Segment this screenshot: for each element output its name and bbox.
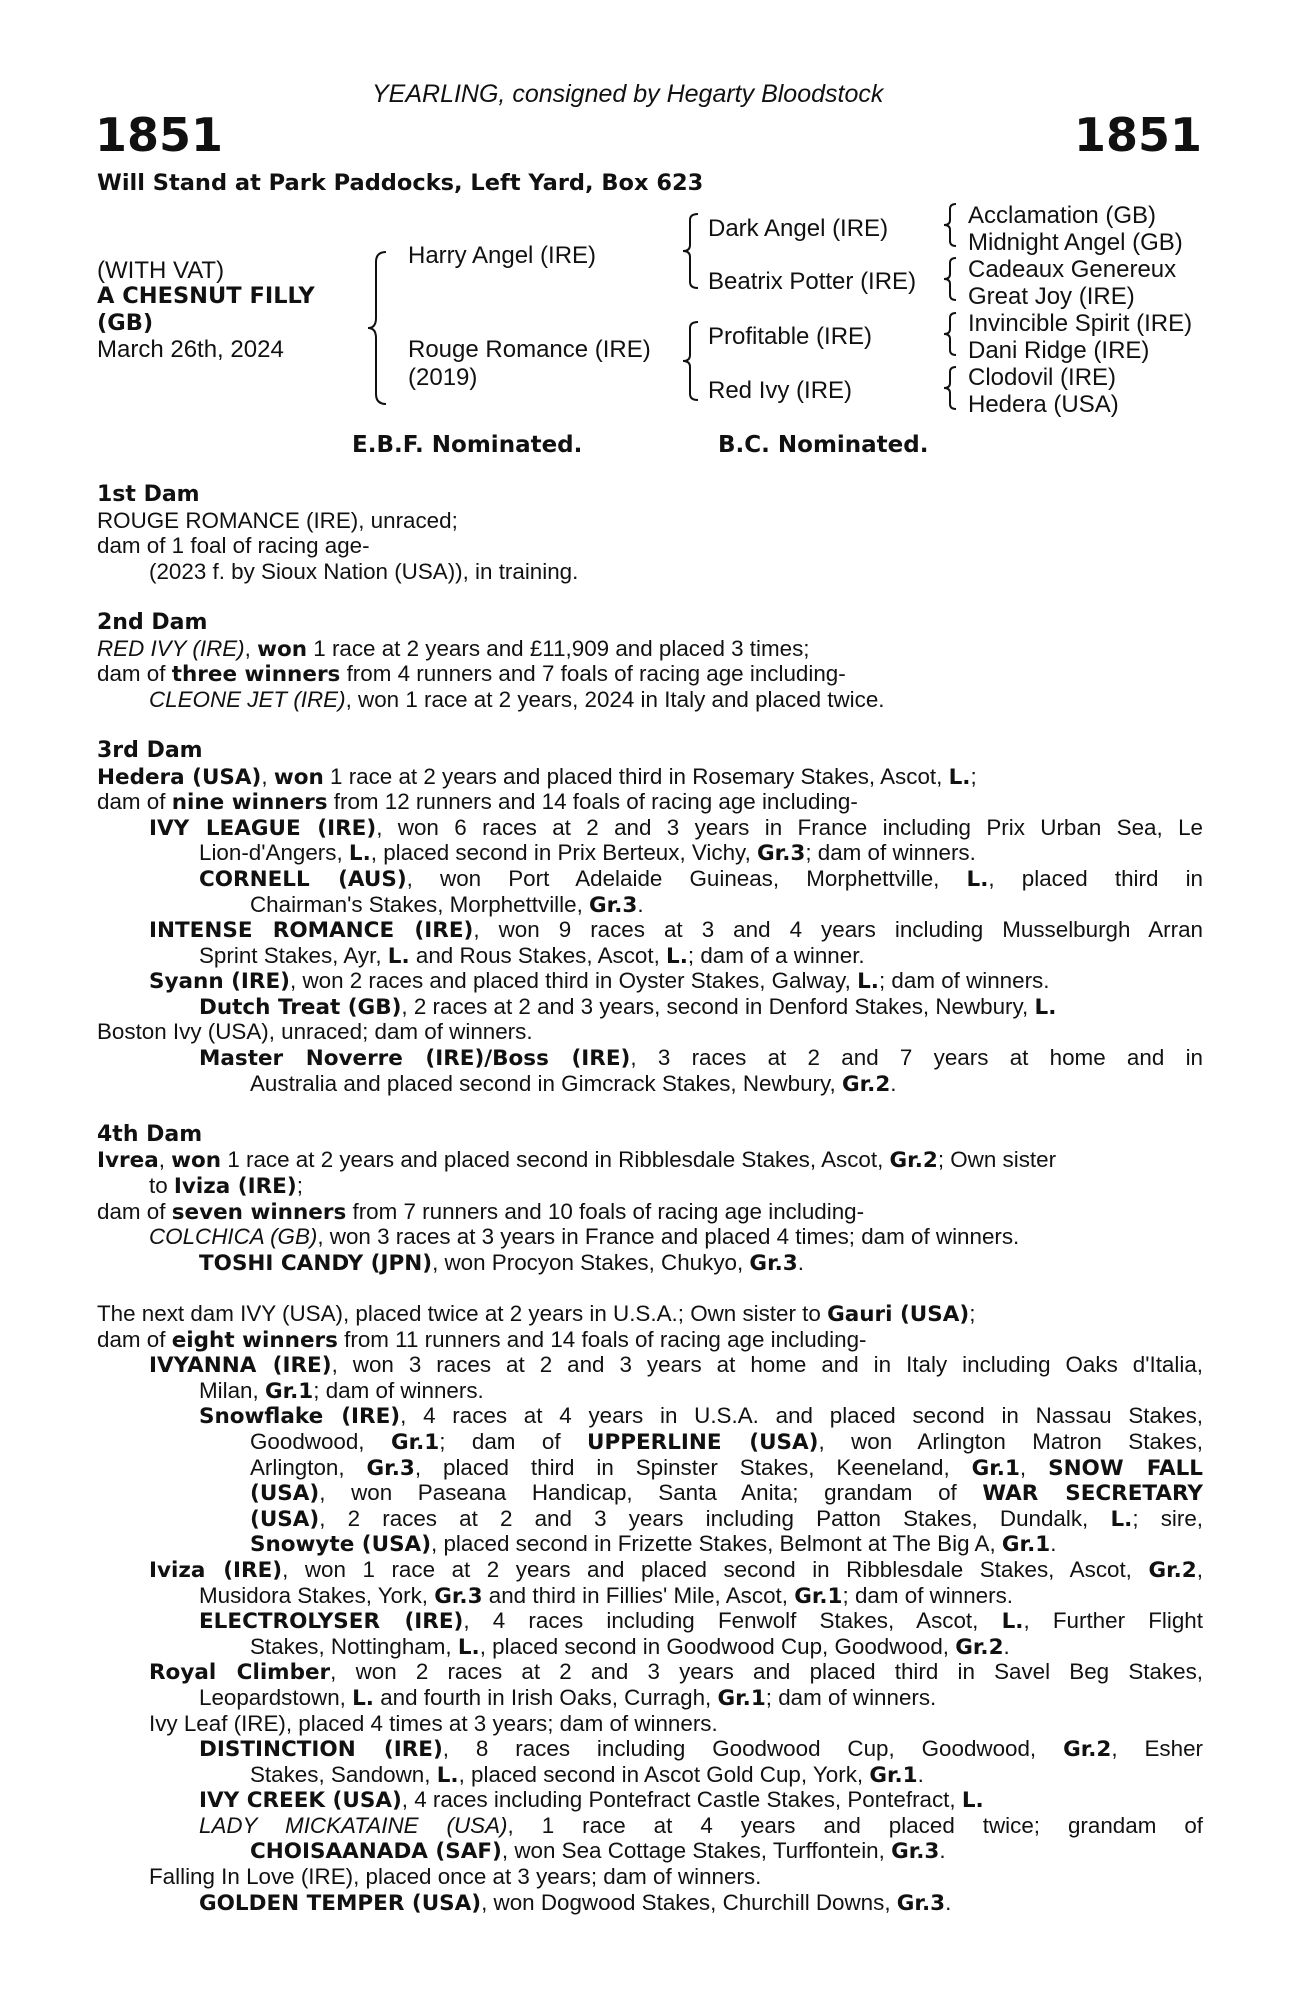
next-dam-produce: Stakes, Nottingham, L., placed second in Goodwood Cup, Goodwood, Gr.2.	[250, 1633, 1010, 1660]
fourth-dam-line: Ivrea, won 1 race at 2 years and placed second in Ribblesdale Stakes, Ascot, Gr.2; Own sister	[97, 1147, 1057, 1174]
sire-line-brace	[680, 212, 702, 290]
next-dam-produce: GOLDEN TEMPER (USA), won Dogwood Stakes, Churchill Downs, Gr.3.	[199, 1889, 952, 1916]
ancestor-7: Clodovil (IRE)	[968, 364, 1117, 391]
fourth-dam-produce: TOSHI CANDY (JPN), won Procyon Stakes, Chukyo, Gr.3.	[199, 1249, 804, 1276]
first-dam-line: ROUGE ROMANCE (IRE), unraced;	[97, 507, 458, 533]
second-dam-line: dam of three winners from 4 runners and 7 foals of racing age including-	[97, 661, 846, 688]
sire-name: Harry Angel (IRE)	[408, 242, 597, 269]
ancestor-3: Cadeaux Genereux	[968, 256, 1177, 283]
g-brace-4	[940, 365, 960, 411]
third-dam-produce: Sprint Stakes, Ayr, L. and Rous Stakes, Ascot, L.; dam of a winner.	[199, 942, 865, 969]
g-brace-2	[940, 256, 960, 302]
next-dam-produce: IVYANNA (IRE), won 3 races at 2 and 3 years at home and in Italy including Oaks d'Italia,	[149, 1352, 1204, 1379]
next-dam-produce: ELECTROLYSER (IRE), 4 races including Fenwolf Stakes, Ascot, L., Further Flight	[199, 1608, 1203, 1635]
g-brace-1	[940, 202, 960, 248]
ancestor-6: Dani Ridge (IRE)	[968, 337, 1150, 364]
third-dam-produce: IVY LEAGUE (IRE), won 6 races at 2 and 3 years in France including Prix Urban Sea, Le	[149, 814, 1203, 841]
lot-number-right: 1851	[1073, 108, 1202, 162]
first-dam-heading: 1st Dam	[97, 482, 200, 507]
next-dam-produce: Snowyte (USA), placed second in Frizette Stakes, Belmont at The Big A, Gr.1.	[250, 1531, 1057, 1558]
next-dam-produce: Musidora Stakes, York, Gr.3 and third in Fillies' Mile, Ascot, Gr.1; dam of winners.	[199, 1582, 1014, 1609]
third-dam-produce: Master Noverre (IRE)/Boss (IRE), 3 races at 2 and 7 years at home and in	[199, 1045, 1203, 1072]
next-dam-produce: Iviza (IRE), won 1 race at 2 years and placed second in Ribblesdale Stakes, Ascot, Gr.2,	[149, 1556, 1203, 1583]
fourth-dam-line: to Iviza (IRE);	[149, 1173, 303, 1200]
third-dam-produce: CORNELL (AUS), won Port Adelaide Guineas, Morphettville, L., placed third in	[199, 865, 1203, 892]
next-dam-produce: CHOISAANADA (SAF), won Sea Cottage Stakes, Turffontein, Gr.3.	[250, 1838, 946, 1865]
lot-number-left: 1851	[95, 108, 224, 162]
bc-nomination: B.C. Nominated.	[718, 432, 929, 458]
third-dam-produce: Chairman's Stakes, Morphettville, Gr.3.	[250, 891, 644, 918]
third-dam-produce: INTENSE ROMANCE (IRE), won 9 races at 3 and 4 years including Musselburgh Arran	[149, 917, 1203, 944]
third-dam-produce: Lion-d'Angers, L., placed second in Prix Berteux, Vichy, Gr.3; dam of winners.	[199, 840, 976, 867]
stand-location: Will Stand at Park Paddocks, Left Yard, Box 623	[97, 170, 704, 196]
next-dam-produce: Snowflake (IRE), 4 races at 4 years in U.S.A. and placed second in Nassau Stakes,	[199, 1403, 1203, 1430]
fourth-dam-heading: 4th Dam	[97, 1121, 203, 1147]
second-dam-heading: 2nd Dam	[97, 609, 208, 635]
third-dam-produce: Australia and placed second in Gimcrack Stakes, Newbury, Gr.2.	[250, 1070, 897, 1097]
next-dam-produce: LADY MICKATAINE (USA), 1 race at 4 years and placed twice; grandam of	[199, 1812, 1203, 1838]
foaling-date: March 26th, 2024	[97, 336, 284, 363]
third-dam-produce: Syann (IRE), won 2 races and placed third in Oyster Stakes, Galway, L.; dam of winners.	[149, 968, 1050, 995]
next-dam-produce: Goodwood, Gr.1; dam of UPPERLINE (USA), won Arlington Matron Stakes,	[250, 1428, 1203, 1455]
second-dam-produce: CLEONE JET (IRE), won 1 race at 2 years, 2024 in Italy and placed twice.	[149, 686, 885, 712]
next-dam-produce: Falling In Love (IRE), placed once at 3 years; dam of winners.	[149, 1864, 762, 1890]
next-dam-produce: Ivy Leaf (IRE), placed 4 times at 3 years; dam of winners.	[149, 1710, 718, 1736]
fourth-dam-line: dam of seven winners from 7 runners and 10 foals of racing age including-	[97, 1198, 865, 1225]
first-dam-produce: (2023 f. by Sioux Nation (USA)), in training.	[149, 558, 579, 584]
first-dam-line: dam of 1 foal of racing age-	[97, 533, 370, 559]
next-dam-produce: Royal Climber, won 2 races at 2 and 3 years and placed third in Savel Beg Stakes,	[149, 1659, 1203, 1686]
subject-name-country: (GB)	[97, 310, 154, 336]
fourth-dam-produce: COLCHICA (GB), won 3 races at 3 years in France and placed 4 times; dam of winners.	[149, 1224, 1020, 1250]
third-dam-produce: Dutch Treat (GB), 2 races at 2 and 3 years, second in Denford Stakes, Newbury, L.	[199, 993, 1057, 1020]
catalogue-body	[97, 482, 1203, 1915]
ancestor-1: Acclamation (GB)	[968, 202, 1157, 229]
ancestor-4: Great Joy (IRE)	[968, 283, 1135, 310]
next-dam-produce: (USA), won Paseana Handicap, Santa Anita; grandam of WAR SECRETARY	[250, 1480, 1203, 1507]
third-dam-line: Hedera (USA), won 1 race at 2 years and placed third in Rosemary Stakes, Ascot, L.;	[97, 763, 977, 790]
g-brace-3	[940, 311, 960, 357]
dam-year: (2019)	[408, 364, 478, 391]
ancestor-5: Invincible Spirit (IRE)	[968, 310, 1193, 337]
next-dam-produce: IVY CREEK (USA), 4 races including Pontefract Castle Stakes, Pontefract, L.	[199, 1787, 984, 1814]
dam-line-brace	[680, 320, 702, 402]
sire-dam-name: Beatrix Potter (IRE)	[708, 268, 917, 295]
ancestor-8: Hedera (USA)	[968, 391, 1119, 418]
third-dam-heading: 3rd Dam	[97, 737, 203, 763]
next-dam-line: The next dam IVY (USA), placed twice at 2 years in U.S.A.; Own sister to Gauri (USA);	[97, 1301, 976, 1327]
next-dam-produce: Arlington, Gr.3, placed third in Spinster Stakes, Keeneland, Gr.1, SNOW FALL	[250, 1454, 1203, 1481]
sire-sire-name: Dark Angel (IRE)	[708, 215, 889, 242]
dam-sire-name: Profitable (IRE)	[708, 323, 873, 350]
ancestor-2: Midnight Angel (GB)	[968, 229, 1183, 256]
next-dam-produce: DISTINCTION (IRE), 8 races including Goodwood Cup, Goodwood, Gr.2, Esher	[199, 1736, 1203, 1763]
next-dam-produce: (USA), 2 races at 2 and 3 years including Patton Stakes, Dundalk, L.; sire,	[250, 1505, 1203, 1532]
dam-name: Rouge Romance (IRE)	[408, 336, 651, 363]
second-dam-line: RED IVY (IRE), won 1 race at 2 years and £11,909 and placed 3 times;	[97, 635, 810, 662]
vat-note: (WITH VAT)	[97, 257, 225, 284]
subject-name: A CHESNUT FILLY	[97, 283, 315, 309]
next-dam-line: dam of eight winners from 11 runners and 14 foals of racing age including-	[97, 1326, 867, 1353]
sire-dam-brace	[364, 250, 392, 406]
ebf-nomination: E.B.F. Nominated.	[352, 432, 583, 458]
next-dam-produce: Leopardstown, L. and fourth in Irish Oaks, Curragh, Gr.1; dam of winners.	[199, 1684, 937, 1711]
third-dam-produce: Boston Ivy (USA), unraced; dam of winners.	[97, 1019, 533, 1045]
dam-dam-name: Red Ivy (IRE)	[708, 377, 853, 404]
third-dam-line: dam of nine winners from 12 runners and 14 foals of racing age including-	[97, 789, 858, 816]
consignment-line: YEARLING, consigned by Hegarty Bloodstock	[372, 80, 884, 108]
next-dam-produce: Stakes, Sandown, L., placed second in Ascot Gold Cup, York, Gr.1.	[250, 1761, 924, 1788]
next-dam-produce: Milan, Gr.1; dam of winners.	[199, 1377, 484, 1404]
